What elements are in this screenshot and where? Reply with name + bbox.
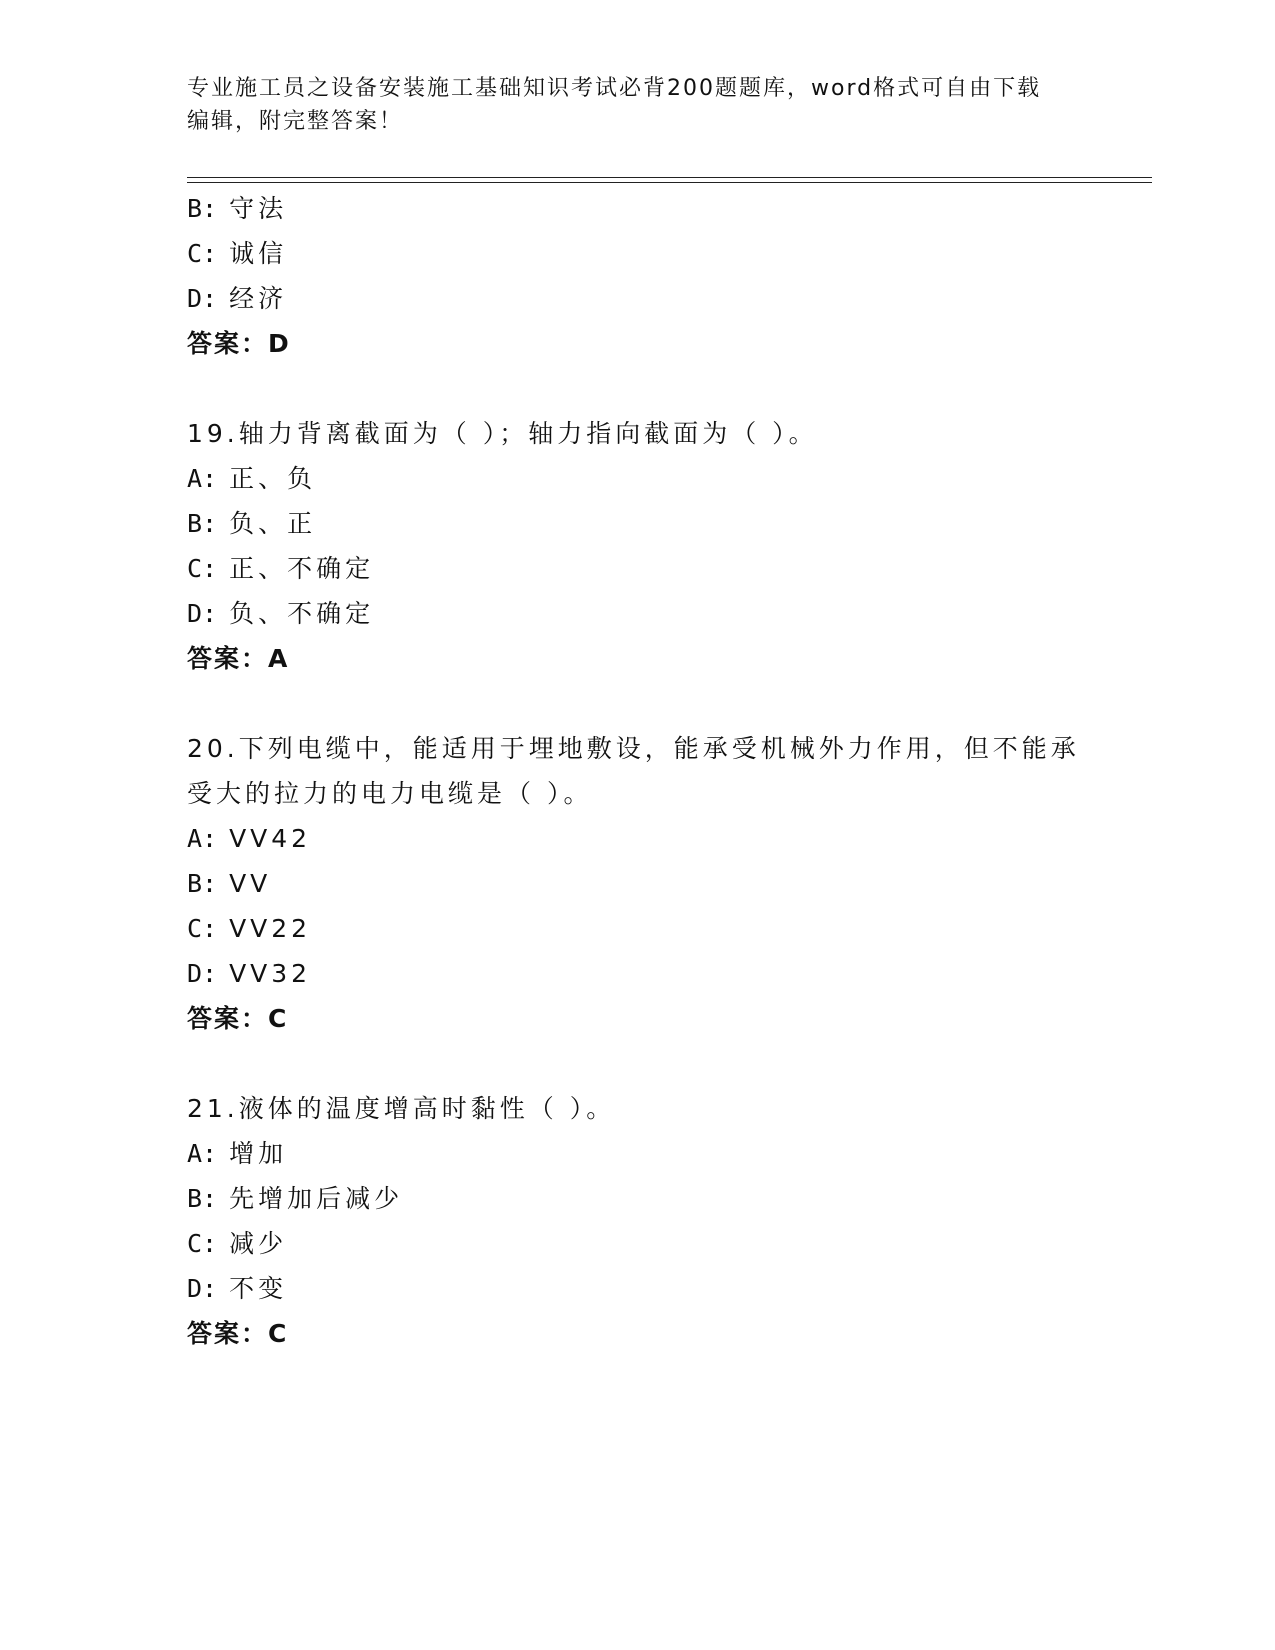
option-letter: C:	[187, 1229, 218, 1258]
option-letter: B:	[187, 194, 218, 223]
option-text: 减少	[229, 1229, 288, 1258]
option-a	[187, 1138, 287, 1170]
option-text: 正、不确定	[229, 554, 375, 583]
option-d	[187, 958, 311, 990]
option-b	[187, 868, 271, 900]
option-c	[187, 553, 374, 585]
option-text: 正、负	[229, 464, 317, 493]
option-text: 增加	[229, 1139, 288, 1168]
option-letter: C:	[187, 914, 218, 943]
option-text: 诚信	[229, 239, 288, 268]
option-text: 先增加后减少	[229, 1184, 404, 1213]
option-letter: C:	[187, 554, 218, 583]
option-b	[187, 1183, 403, 1215]
option-d	[187, 598, 374, 630]
option-letter: B:	[187, 1184, 218, 1213]
header-divider-bottom	[187, 182, 1152, 183]
option-letter: A:	[187, 464, 218, 493]
option-text: 不变	[229, 1274, 288, 1303]
answer-text: 答案：C	[187, 1004, 289, 1033]
option-text: VV	[229, 869, 272, 898]
option-letter: D:	[187, 284, 218, 313]
answer-text: 答案：D	[187, 329, 291, 358]
answer-text: 答案：C	[187, 1319, 289, 1348]
document-header	[187, 72, 1067, 138]
option-text: 经济	[229, 284, 288, 313]
option-a	[187, 823, 311, 855]
option-text: 负、不确定	[229, 599, 375, 628]
question-stem: 21.液体的温度增高时黏性（ ）。	[187, 1094, 616, 1123]
option-b	[187, 508, 316, 540]
option-letter: A:	[187, 824, 218, 853]
option-text: 守法	[229, 194, 288, 223]
question-stem: 20.下列电缆中，能适用于埋地敷设，能承受机械外力作用，但不能承	[187, 734, 1080, 763]
question-stem-continued: 受大的拉力的电力电缆是（ ）。	[187, 779, 593, 808]
option-letter: D:	[187, 599, 218, 628]
option-letter: D:	[187, 1274, 218, 1303]
header-title-line-1: 专业施工员之设备安装施工基础知识考试必背200题题库，word格式可自由下载	[187, 76, 1042, 101]
option-text: VV42	[229, 824, 312, 853]
option-c	[187, 238, 287, 270]
answer-text: 答案：A	[187, 644, 290, 673]
option-c	[187, 913, 311, 945]
option-text: VV22	[229, 914, 312, 943]
header-title-line-2: 编辑，附完整答案！	[187, 109, 404, 134]
option-text: VV32	[229, 959, 312, 988]
option-text: 负、正	[229, 509, 317, 538]
option-letter: B:	[187, 869, 218, 898]
header-divider-top	[187, 177, 1152, 178]
option-letter: B:	[187, 509, 218, 538]
option-d	[187, 283, 287, 315]
option-letter: C:	[187, 239, 218, 268]
option-letter: A:	[187, 1139, 218, 1168]
option-c	[187, 1228, 287, 1260]
option-a	[187, 463, 316, 495]
question-stem: 19.轴力背离截面为（ ）；轴力指向截面为（ ）。	[187, 419, 818, 448]
option-d	[187, 1273, 287, 1305]
option-letter: D:	[187, 959, 218, 988]
option-b	[187, 193, 287, 225]
